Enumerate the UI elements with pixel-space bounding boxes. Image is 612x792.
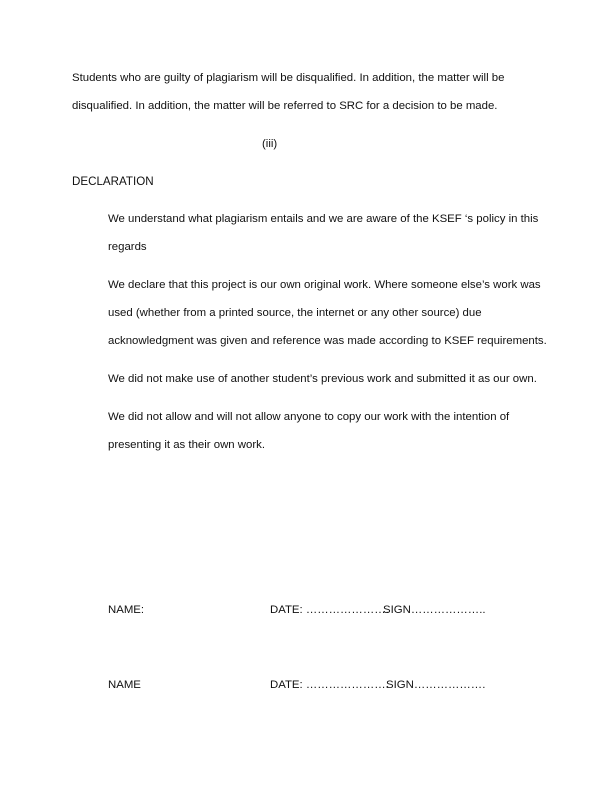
name-label: NAME [108, 679, 141, 691]
sign-label: SIGN……………….. [383, 604, 486, 616]
declaration-item: We declare that this project is our own original work. Where someone else’s work was used (whether from a printed source, the internet or any other source) due acknowledgment was given and reference was made according to KSEF requirements. [108, 279, 547, 347]
intro-paragraph [72, 64, 552, 120]
signature-row [108, 600, 528, 620]
date-label: DATE: …………………. [270, 604, 389, 616]
name-label: NAME: [108, 604, 145, 616]
declaration-heading: DECLARATION [72, 175, 154, 188]
signature-row [108, 675, 528, 695]
sign-label: SIGN………………. [386, 679, 486, 691]
declaration-item: We understand what plagiarism entails and we are aware of the KSEF ‘s policy in this regards [108, 213, 539, 253]
declaration-item: We did not make use of another student’s previous work and submitted it as our own. [108, 373, 537, 385]
declaration-list [108, 205, 552, 469]
date-label: DATE: …………………. [270, 679, 389, 691]
intro-line-2: disqualified. In addition, the matter will be referred to SRC for a decision to be made. [72, 100, 498, 112]
declaration-item: We did not allow and will not allow anyone to copy our work with the intention of presenting it as their own work. [108, 411, 510, 451]
intro-line-1: Students who are guilty of plagiarism will be disqualified. In addition, the matter will be [72, 72, 505, 84]
page-number: (iii) [262, 138, 278, 150]
